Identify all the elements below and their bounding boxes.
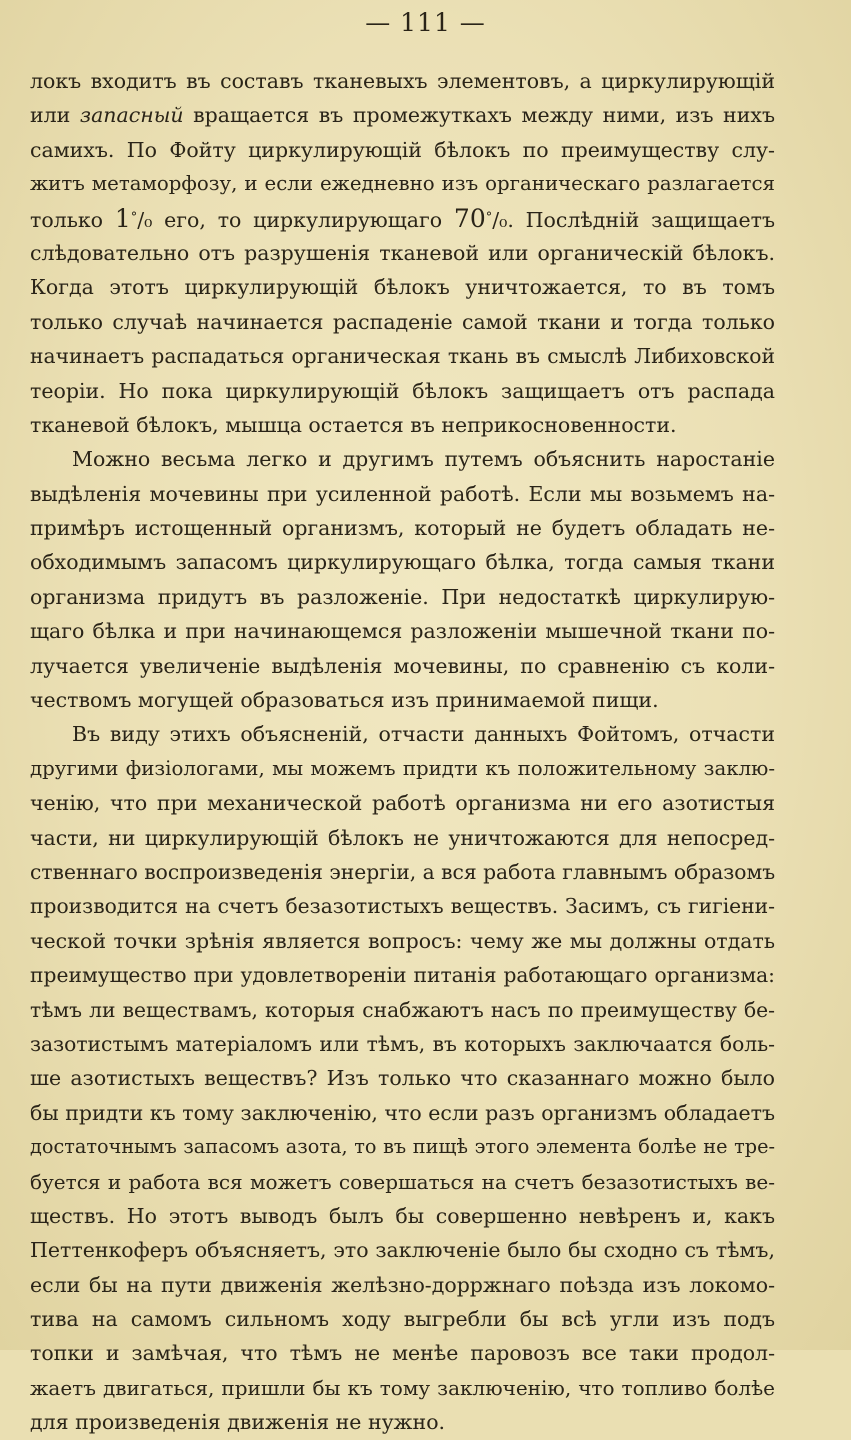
text-line xyxy=(30,202,775,236)
text-line: тканевой бѣлокъ, мышца остается въ неприкосновенности. xyxy=(30,412,677,437)
text-line: щаго бѣлка и при начинающемся разложеніи мышечной ткани по- xyxy=(30,619,775,644)
text-run: только xyxy=(30,207,115,232)
text-line: ше азотистыхъ веществъ? Изъ только что сказаннаго можно было xyxy=(30,1066,775,1091)
text-line: теоріи. Но пока циркулирующій бѣлокъ защищаетъ отъ распада xyxy=(30,378,775,403)
text-run: /₀ его, то циркулирующаго xyxy=(137,207,454,232)
text-line: буется и работа вся можетъ совершаться на счетъ безазотистыхъ ве- xyxy=(30,1169,775,1194)
text-line: преимущество при удовлетвореніи питанія работающаго организма: xyxy=(30,963,775,988)
text-line: локъ входитъ въ составъ тканевыхъ элементовъ, а циркулирующій xyxy=(30,69,775,93)
text-line: самихъ. По Фойту циркулирующій бѣлокъ по преимуществу слу- xyxy=(30,137,775,162)
text-line: жаетъ двигаться, пришли бы къ тому заключенію, что топливо болѣе xyxy=(30,1375,775,1400)
page-number: — 111 — xyxy=(365,8,486,37)
text-line: житъ метаморфозу, и если ежедневно изъ органическаго разлагается xyxy=(30,172,775,196)
text-line: части, ни циркулирующій бѣлокъ не уничтожаются для непосред- xyxy=(30,825,775,850)
paragraph-start-line: Можно весьма легко и другимъ путемъ объяснить наростаніе xyxy=(72,447,775,472)
text-line: ченію, что при механической работѣ организма ни его азотистыя xyxy=(30,791,775,816)
text-line: выдѣленія мочевины при усиленной работѣ. Если мы возьмемъ на- xyxy=(30,481,775,506)
paragraph-start-line: Въ виду этихъ объясненій, отчасти данныхъ Фойтомъ, отчасти xyxy=(72,722,775,747)
text-line: зазотистымъ матеріаломъ или тѣмъ, въ которыхъ заключаатся боль- xyxy=(30,1031,775,1056)
text-line: ществъ. Но этотъ выводъ былъ бы совершенно невѣренъ и, какъ xyxy=(30,1203,775,1228)
italic-word: запасный xyxy=(79,103,184,128)
text-line: чествомъ могущей образоваться изъ принимаемой пищи. xyxy=(30,688,659,713)
text-line: организма придутъ въ разложеніе. При недостаткѣ циркулирую- xyxy=(30,584,775,609)
text-line: лучается увеличеніе выдѣленія мочевины, по сравненію съ коли- xyxy=(30,653,775,678)
text-line: для произведенія движенія не нужно. xyxy=(30,1410,446,1435)
text-line xyxy=(30,98,775,132)
percent-number: 1 xyxy=(114,203,131,233)
text-line: тива на самомъ сильномъ ходу выгребли бы всѣ угли изъ подъ xyxy=(30,1307,775,1332)
text-line: другими физіологами, мы можемъ придти къ положительному заклю- xyxy=(30,756,775,780)
text-line: слѣдовательно отъ разрушенія тканевой или органическій бѣлокъ. xyxy=(30,240,775,265)
text-line: Когда этотъ циркулирующій бѣлокъ уничтожается, то въ томъ xyxy=(30,275,775,300)
text-run: /₀. Послѣдній защищаетъ xyxy=(492,207,775,232)
percent-number: 70 xyxy=(453,203,486,233)
text-line: производится на счетъ безазотистыхъ веществъ. Засимъ, съ гигіени- xyxy=(30,894,775,919)
text-line: бы придти къ тому заключенію, что если разъ организмъ обладаетъ xyxy=(30,1100,775,1125)
text-run: вращается въ промежуткахъ между ними, изъ нихъ xyxy=(183,103,775,128)
text-line: достаточнымъ запасомъ азота, то въ пищѣ этого элемента болѣе не тре- xyxy=(30,1135,775,1159)
percent-mark: ° xyxy=(130,209,138,225)
body-text xyxy=(30,64,775,1440)
text-line: обходимымъ запасомъ циркулирующаго бѣлка, тогда самыя ткани xyxy=(30,550,775,575)
text-line: тѣмъ ли веществамъ, которыя снабжаютъ насъ по преимуществу бе- xyxy=(30,997,775,1022)
text-run: или xyxy=(30,103,80,128)
text-line: ческой точки зрѣнія является вопросъ: чему же мы должны отдать xyxy=(30,928,775,953)
text-line: ственнаго воспроизведенія энергіи, а вся работа главнымъ образомъ xyxy=(30,859,776,884)
percent-mark: ° xyxy=(485,209,493,225)
text-line: если бы на пути движенія желѣзно-дорржнаго поѣзда изъ локомо- xyxy=(30,1272,775,1297)
text-line: топки и замѣчая, что тѣмъ не менѣе паровозъ все таки продол- xyxy=(30,1341,775,1366)
text-line: примѣръ истощенный организмъ, который не будетъ обладать не- xyxy=(30,516,775,541)
text-line: только случаѣ начинается распаденіе самой ткани и тогда только xyxy=(30,309,775,334)
text-line: начинаетъ распадаться органическая ткань въ смыслѣ Либиховской xyxy=(30,344,775,369)
text-line: Петтенкоферъ объясняетъ, это заключеніе было бы сходно съ тѣмъ, xyxy=(30,1238,775,1263)
